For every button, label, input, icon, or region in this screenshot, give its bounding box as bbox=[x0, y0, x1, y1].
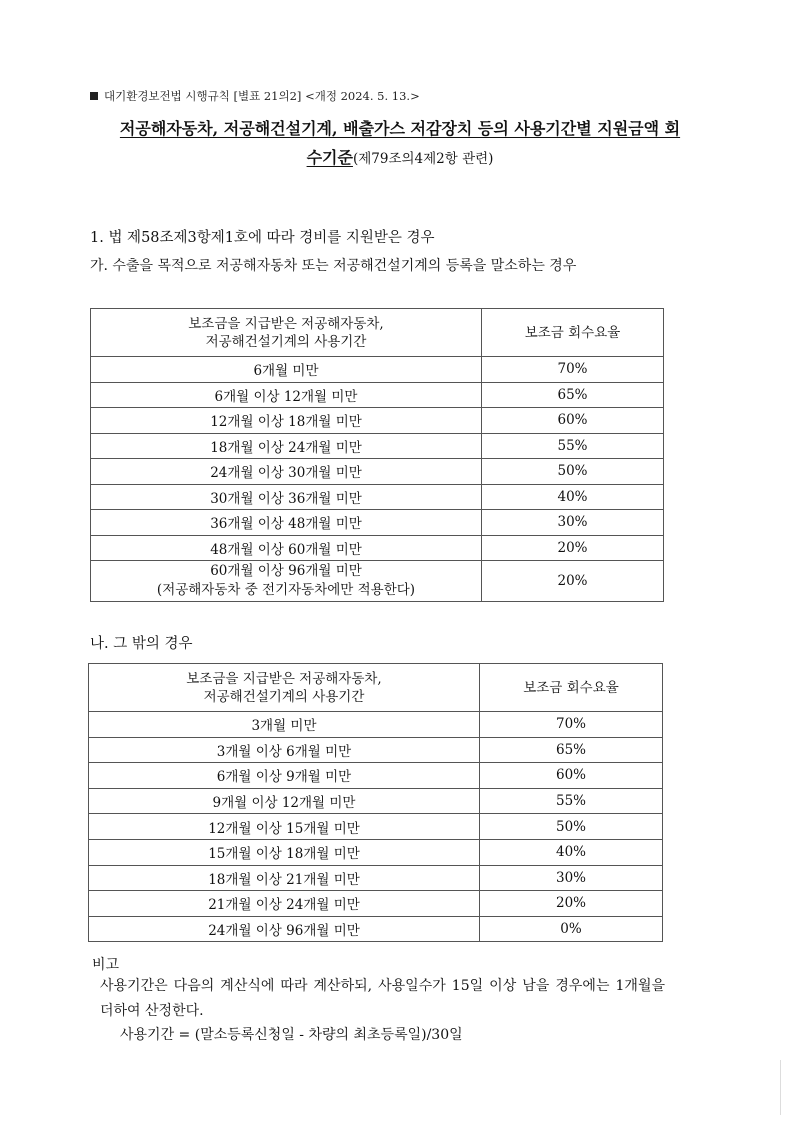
header-rate: 보조금 회수요율 bbox=[482, 309, 664, 357]
remarks-formula: 사용기간 = (말소등록신청일 - 차량의 최초등록일)/30일 bbox=[120, 1027, 463, 1043]
header-rate: 보조금 회수요율 bbox=[480, 664, 663, 712]
table-header-row bbox=[91, 309, 664, 357]
period-cell: 3개월 이상 6개월 미만 bbox=[89, 737, 480, 763]
table-row bbox=[89, 891, 663, 917]
period-cell: 18개월 이상 24개월 미만 bbox=[91, 433, 482, 459]
period-cell: 9개월 이상 12개월 미만 bbox=[89, 788, 480, 814]
table-header-row bbox=[89, 664, 663, 712]
square-bullet-icon bbox=[90, 92, 98, 100]
table-row bbox=[89, 763, 663, 789]
table-row bbox=[91, 408, 664, 434]
rate-cell: 60% bbox=[480, 763, 663, 789]
rate-cell: 20% bbox=[482, 561, 664, 602]
period-cell: 12개월 이상 15개월 미만 bbox=[89, 814, 480, 840]
table-row bbox=[91, 433, 664, 459]
rate-cell: 55% bbox=[482, 433, 664, 459]
header-period: 보조금을 지급받은 저공해자동차, 저공해건설기계의 사용기간 bbox=[89, 664, 480, 712]
rate-cell: 60% bbox=[482, 408, 664, 434]
title-line2: 수기준 bbox=[306, 148, 353, 167]
period-cell: 24개월 이상 96개월 미만 bbox=[89, 916, 480, 942]
table-export-deregistration bbox=[90, 308, 664, 602]
table-row bbox=[89, 865, 663, 891]
period-cell: 12개월 이상 18개월 미만 bbox=[91, 408, 482, 434]
law-reference bbox=[90, 88, 420, 104]
rate-cell: 65% bbox=[482, 382, 664, 408]
rate-cell: 55% bbox=[480, 788, 663, 814]
document-title bbox=[80, 114, 720, 174]
table-row bbox=[91, 382, 664, 408]
rate-cell: 50% bbox=[482, 459, 664, 485]
period-cell: 3개월 미만 bbox=[89, 712, 480, 738]
table-row bbox=[91, 510, 664, 536]
title-article-ref: (제79조의4제2항 관련) bbox=[352, 151, 494, 167]
rate-cell: 40% bbox=[480, 839, 663, 865]
table-other-cases bbox=[88, 663, 663, 942]
rate-cell: 30% bbox=[480, 865, 663, 891]
title-line1: 저공해자동차, 저공해건설기계, 배출가스 저감장치 등의 사용기간별 지원금액 회 bbox=[119, 119, 681, 138]
rate-cell: 70% bbox=[482, 357, 664, 383]
period-cell: 6개월 이상 9개월 미만 bbox=[89, 763, 480, 789]
table-row bbox=[91, 357, 664, 383]
table-row bbox=[89, 737, 663, 763]
table-row bbox=[89, 839, 663, 865]
rate-cell: 0% bbox=[480, 916, 663, 942]
table-row bbox=[89, 916, 663, 942]
period-cell: 15개월 이상 18개월 미만 bbox=[89, 839, 480, 865]
rate-cell: 20% bbox=[482, 535, 664, 561]
table-row bbox=[89, 712, 663, 738]
law-reference-text: 대기환경보전법 시행규칙 [별표 21의2] <개정 2024. 5. 13.> bbox=[104, 89, 420, 103]
table-row bbox=[91, 459, 664, 485]
rate-cell: 30% bbox=[482, 510, 664, 536]
rate-cell: 20% bbox=[480, 891, 663, 917]
subsection-ga-heading: 가. 수출을 목적으로 저공해자동차 또는 저공해건설기계의 등록을 말소하는 경우 bbox=[90, 258, 577, 274]
table-row bbox=[91, 535, 664, 561]
rate-cell: 65% bbox=[480, 737, 663, 763]
period-cell-ev: 60개월 이상 96개월 미만 (저공해자동차 중 전기자동차에만 적용한다) bbox=[91, 561, 482, 602]
remarks-label: 비고 bbox=[92, 957, 120, 973]
subsection-na-heading: 나. 그 밖의 경우 bbox=[90, 636, 193, 652]
rate-cell: 50% bbox=[480, 814, 663, 840]
table-row bbox=[89, 788, 663, 814]
period-cell: 6개월 미만 bbox=[91, 357, 482, 383]
period-cell: 48개월 이상 60개월 미만 bbox=[91, 535, 482, 561]
remarks-text: 사용기간은 다음의 계산식에 따라 계산하되, 사용일수가 15일 이상 남을 경우에는 1개월을 더하여 산정한다. bbox=[100, 978, 665, 1019]
period-cell: 18개월 이상 21개월 미만 bbox=[89, 865, 480, 891]
section1-heading: 1. 법 제58조제3항제1호에 따라 경비를 지원받은 경우 bbox=[90, 230, 435, 246]
period-cell: 6개월 이상 12개월 미만 bbox=[91, 382, 482, 408]
scan-edge-divider bbox=[780, 1060, 781, 1115]
rate-cell: 70% bbox=[480, 712, 663, 738]
period-cell: 36개월 이상 48개월 미만 bbox=[91, 510, 482, 536]
period-cell: 24개월 이상 30개월 미만 bbox=[91, 459, 482, 485]
period-cell: 30개월 이상 36개월 미만 bbox=[91, 484, 482, 510]
table-row bbox=[91, 484, 664, 510]
header-period: 보조금을 지급받은 저공해자동차, 저공해건설기계의 사용기간 bbox=[91, 309, 482, 357]
rate-cell: 40% bbox=[482, 484, 664, 510]
table-row bbox=[89, 814, 663, 840]
table-row-ev bbox=[91, 561, 664, 602]
period-cell: 21개월 이상 24개월 미만 bbox=[89, 891, 480, 917]
